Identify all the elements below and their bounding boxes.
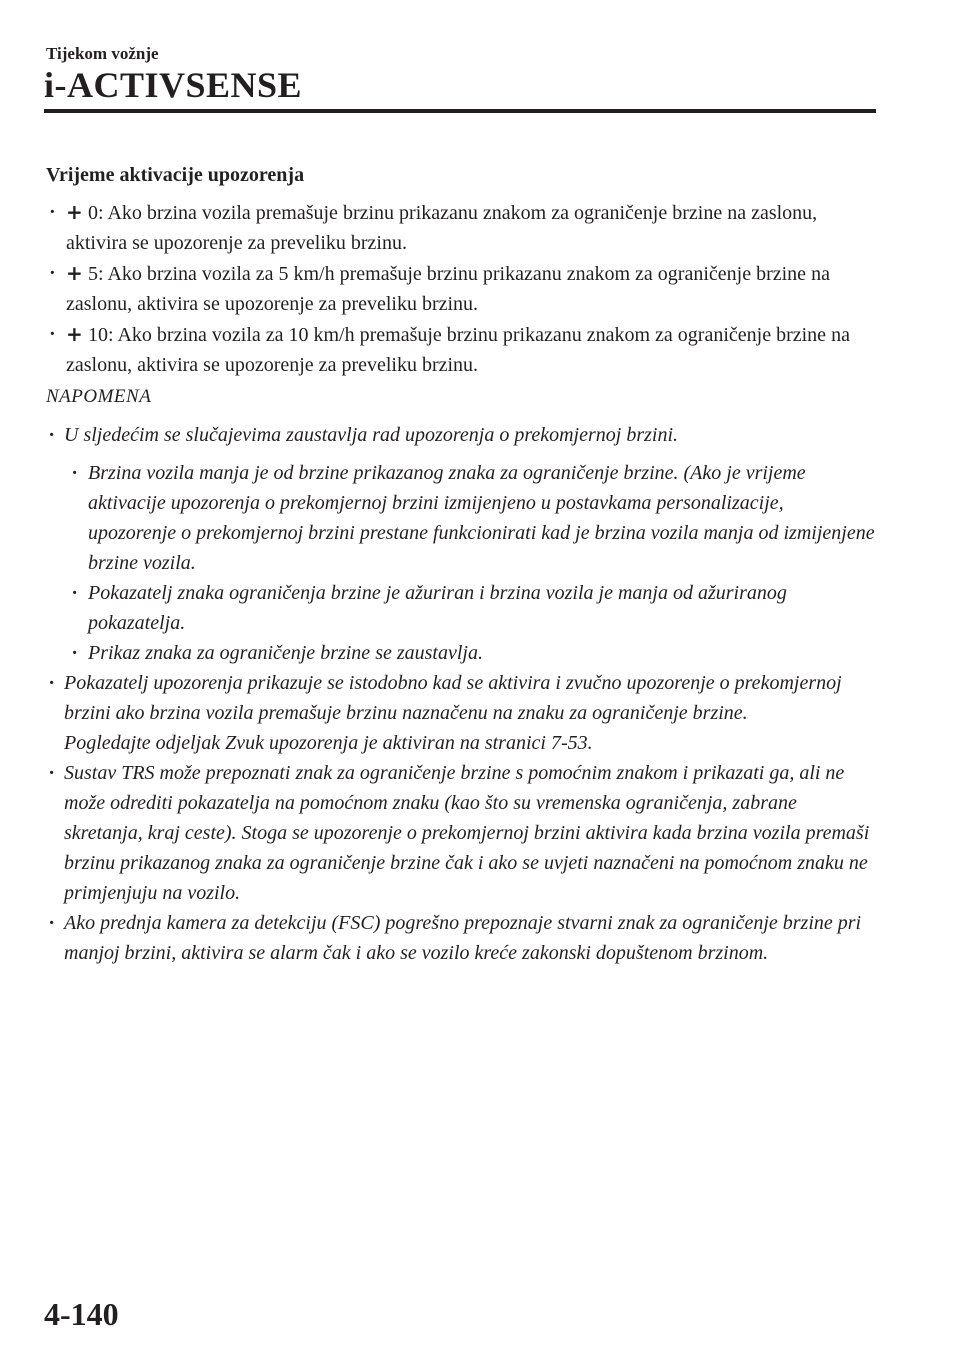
cross-reference-text: Pogledajte odjeljak Zvuk upozorenja je aktiviran na stranici 7-53. xyxy=(64,732,593,754)
note-item xyxy=(46,908,876,968)
bullet-item xyxy=(46,258,876,319)
bullet-dot: · xyxy=(49,201,56,223)
bullet-item xyxy=(46,197,876,258)
bullet-text: Ako brzina vozila premašuje brzinu prikazanu znakom za ograničenje brzine na zaslonu, aktivira se upozorenje za preveliku brzinu. xyxy=(66,202,818,254)
note-text: Sustav TRS može prepoznati znak za ograničenje brzine s pomoćnim znakom i prikazati ga, ali ne može odrediti pokazatelja na pomoćnom znaku (kao što su vremenska ograničenja, zabrane skretanja, kraj ceste). Stoga se upozorenje o prekomjernoj brzini aktivira kada brzina vozila premaši brzinu prikazanog znaka za ograničenje brzine čak i ako se uvjeti naznačeni na pomoćnom znaku ne primjenjuju na vozilo. xyxy=(64,762,870,904)
bullet-dot: · xyxy=(49,672,54,694)
bullet-dot: · xyxy=(49,323,56,345)
bullet-prefix: 0: xyxy=(88,202,104,224)
bullet-dot: · xyxy=(72,462,77,484)
note-subtext: Brzina vozila manja je od brzine prikazanog znaka za ograničenje brzine. (Ako je vrijeme aktivacije upozorenja o prekomjernoj brzini izmijenjeno u postavkama personalizacije, upozorenje o prekomjernoj brzini prestane funkcionirati kad je brzina vozila manja od izmijenjene brzine vozila. xyxy=(88,462,875,574)
bullet-dot: · xyxy=(72,642,77,664)
bullet-dot: · xyxy=(49,912,54,934)
note-subtext: Pokazatelj znaka ograničenja brzine je ažuriran i brzina vozila je manja od ažuriranog pokazatelja. xyxy=(88,582,787,634)
note-subitem xyxy=(46,578,876,638)
bullet-dot: · xyxy=(49,262,56,284)
note-subtext: Prikaz znaka za ograničenje brzine se zaustavlja. xyxy=(88,642,483,664)
note-text: U sljedećim se slučajevima zaustavlja rad upozorenja o prekomjernoj brzini. xyxy=(64,424,679,446)
plus-icon: + xyxy=(66,322,83,346)
subsection-heading: Vrijeme aktivacije upozorenja xyxy=(46,164,305,186)
note-subitem xyxy=(46,638,876,668)
plus-icon: + xyxy=(66,261,83,285)
note-item xyxy=(46,420,876,450)
note-item xyxy=(46,758,876,908)
note-list xyxy=(46,420,876,968)
bullet-prefix: 5: xyxy=(88,263,104,285)
section-label: Tijekom vožnje xyxy=(46,44,159,63)
bullet-item xyxy=(46,319,876,380)
bullet-dot: · xyxy=(49,424,54,446)
plus-icon: + xyxy=(66,200,83,224)
page-number: 4-140 xyxy=(44,1296,119,1332)
note-text: Pokazatelj upozorenja prikazuje se istodobno kad se aktivira i zvučno upozorenje o prekomjernoj brzini ako brzina vozila premašuje brzinu naznačenu na znaku za ograničenje brzine. xyxy=(64,672,842,724)
note-text: Ako prednja kamera za detekciju (FSC) pogrešno prepoznaje stvarni znak za ograničenje brzine pri manjoj brzini, aktivira se alarm čak i ako se vozilo kreće zakonski dopuštenom brzinom. xyxy=(64,912,862,964)
page-title: i-ACTIVSENSE xyxy=(44,65,303,105)
bullet-prefix: 10: xyxy=(88,324,114,346)
note-item xyxy=(46,668,876,758)
bullet-text: Ako brzina vozila za 5 km/h premašuje brzinu prikazanu znakom za ograničenje brzine na zaslonu, aktivira se upozorenje za preveliku brzinu. xyxy=(66,263,830,315)
bullet-dot: · xyxy=(72,582,77,604)
note-heading: NAPOMENA xyxy=(46,386,152,407)
activation-bullet-list xyxy=(46,197,876,380)
bullet-text: Ako brzina vozila za 10 km/h premašuje brzinu prikazanu znakom za ograničenje brzine na zaslonu, aktivira se upozorenje za preveliku brzinu. xyxy=(66,324,850,376)
bullet-dot: · xyxy=(49,762,54,784)
note-subitem xyxy=(46,458,876,578)
header-divider xyxy=(44,109,876,113)
